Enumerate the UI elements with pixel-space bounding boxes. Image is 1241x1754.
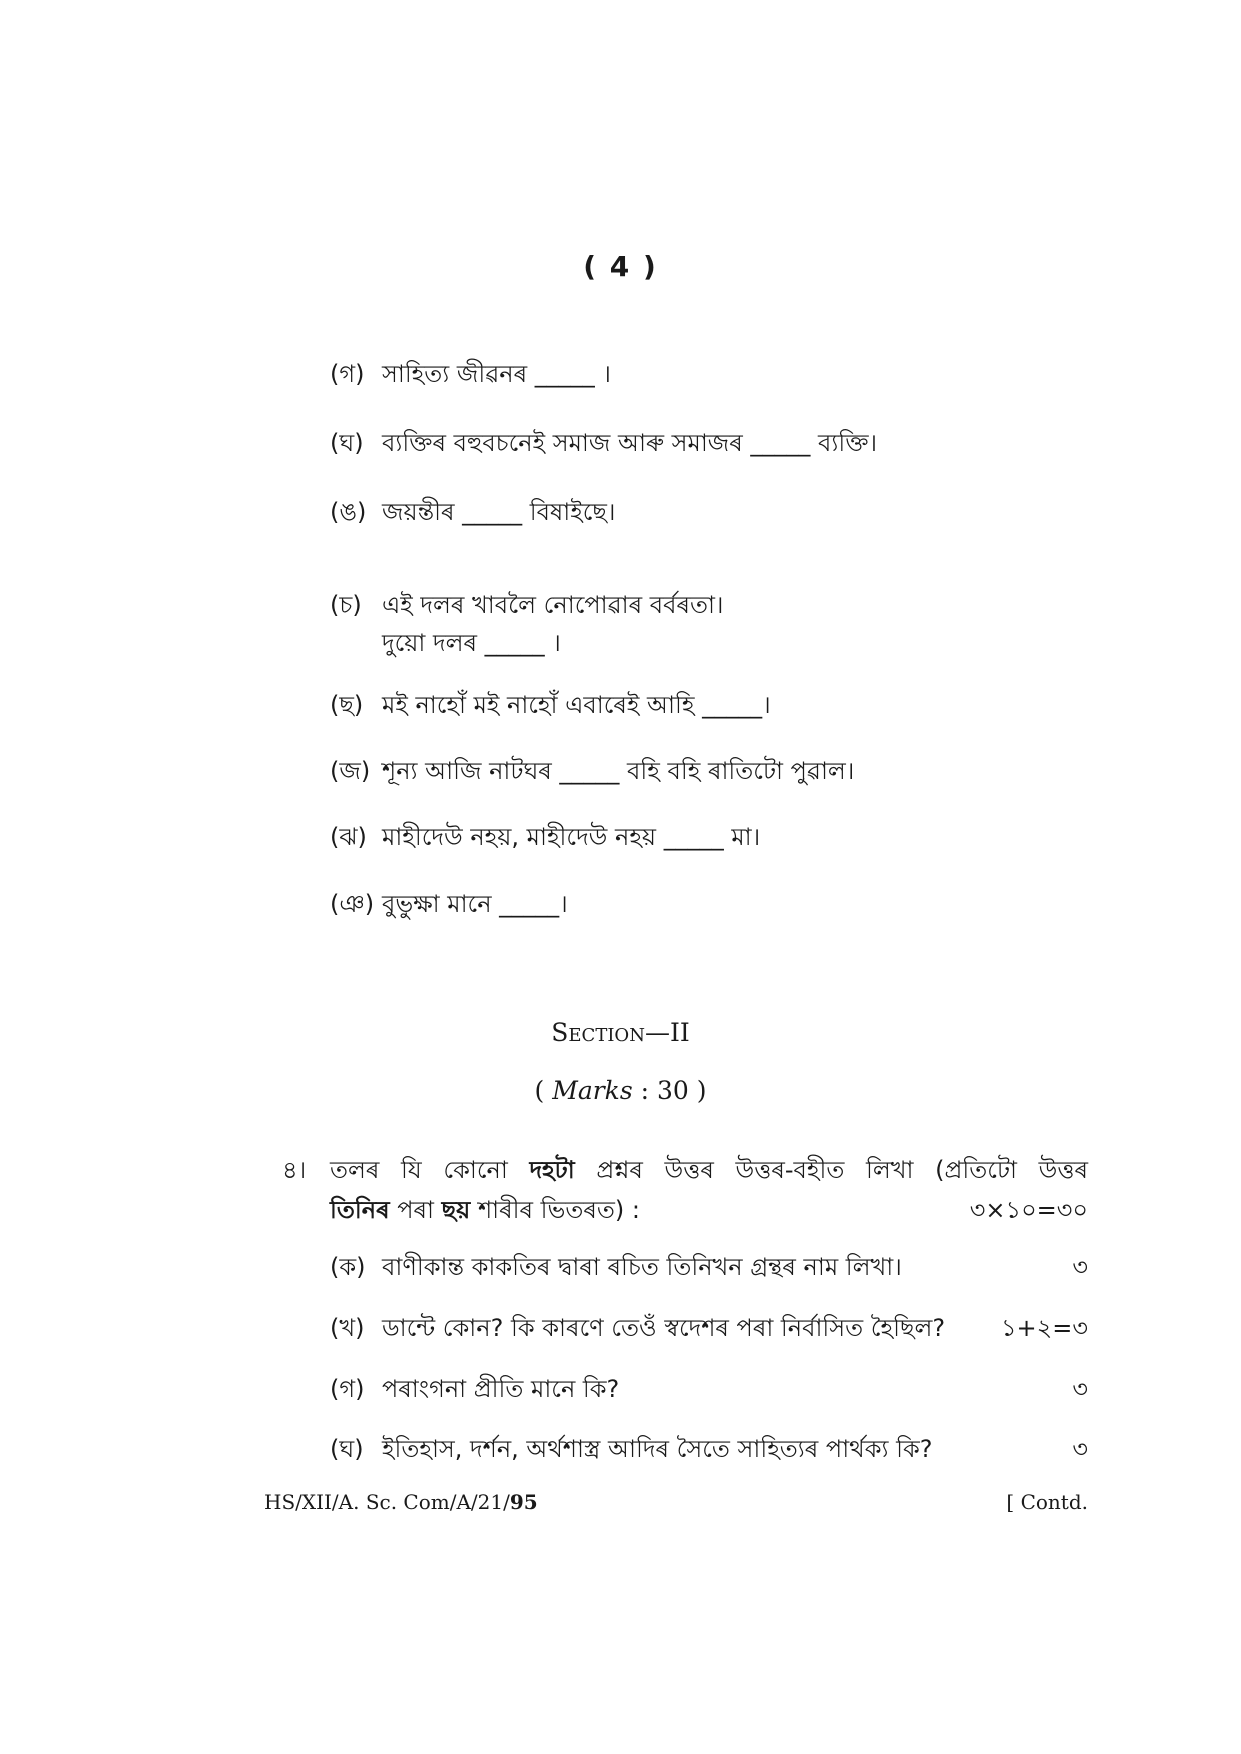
question-marks: ৩×১০=৩০ bbox=[969, 1196, 1088, 1224]
fill-blank-cha bbox=[330, 586, 724, 662]
item-text: শূন্য আজি নাটঘৰ _____ বহি বহি ৰাতিটো পুৱাল। bbox=[382, 757, 855, 785]
question-number: ৪। bbox=[282, 1156, 307, 1184]
section-marks bbox=[0, 1076, 1241, 1105]
item-text: বুভুক্ষা মানে _____। bbox=[382, 890, 568, 918]
item-text: এই দলৰ খাবলৈ নোপোৱাৰ বৰ্বৰতা। bbox=[382, 591, 724, 619]
word-rest: শাৰীৰ ভিতৰত) : bbox=[470, 1196, 640, 1224]
item-text: মই নাহোঁ মই নাহোঁ এবাৰেই আহি _____। bbox=[382, 691, 771, 719]
marks-label: Marks bbox=[552, 1076, 633, 1105]
paper-code-number: 95 bbox=[509, 1490, 538, 1514]
item-label: (ঞ) bbox=[330, 890, 375, 918]
fill-blank-jha bbox=[330, 818, 760, 856]
question-text-a: তলৰ যি কোনো bbox=[330, 1156, 530, 1184]
word-pora: পৰা bbox=[389, 1196, 442, 1224]
item-label: (ঙ) bbox=[330, 498, 367, 526]
item-text: বাণীকান্ত কাকতিৰ দ্বাৰা ৰচিত তিনিখন গ্ৰন্থৰ নাম লিখা। bbox=[382, 1253, 902, 1281]
section-title-text: Section—II bbox=[551, 1018, 690, 1047]
sub-question-kha bbox=[330, 1309, 1088, 1347]
fill-blank-nya bbox=[330, 885, 568, 923]
question-instruction bbox=[330, 1190, 640, 1230]
item-text: পৰাংগনা প্ৰীতি মানে কি? bbox=[382, 1375, 620, 1403]
marks-open: ( bbox=[534, 1076, 553, 1105]
item-text: জয়ন্তীৰ _____ বিষাইছে। bbox=[382, 498, 616, 526]
question-text-line2 bbox=[330, 1190, 1088, 1230]
question-text bbox=[330, 1150, 1088, 1190]
word-tinir: তিনিৰ bbox=[330, 1196, 390, 1224]
item-marks: ৩ bbox=[1072, 1253, 1088, 1281]
fill-blank-nga bbox=[330, 493, 615, 531]
sub-question-ga bbox=[330, 1370, 1088, 1408]
item-marks: ৩ bbox=[1072, 1435, 1088, 1463]
item-label: (ঘ) bbox=[330, 429, 364, 457]
paper-code-prefix: HS/XII/A. Sc. Com/A/21/ bbox=[264, 1490, 510, 1514]
sub-question-gha bbox=[330, 1430, 1088, 1468]
item-text: ডান্টে কোন? কি কাৰণে তেওঁ স্বদেশৰ পৰা নিৰ্বাসিত হৈছিল? bbox=[382, 1314, 946, 1342]
sub-question-ka bbox=[330, 1248, 1088, 1286]
question-4 bbox=[282, 1150, 1088, 1230]
fill-blank-ga bbox=[330, 355, 611, 393]
item-marks: ৩ bbox=[1072, 1375, 1088, 1403]
item-text: ব্যক্তিৰ বহুবচনেই সমাজ আৰু সমাজৰ _____ ব্যক্তি। bbox=[382, 429, 878, 457]
item-label: (ঝ) bbox=[330, 823, 367, 851]
item-marks: ১+২=৩ bbox=[1000, 1314, 1088, 1342]
word-chhoy: ছয় bbox=[441, 1196, 471, 1224]
item-label: (গ) bbox=[330, 360, 365, 388]
item-text: মাহীদেউ নহয়, মাহীদেউ নহয় _____ মা। bbox=[382, 823, 761, 851]
item-label: (ক) bbox=[330, 1253, 366, 1281]
item-label: (চ) bbox=[330, 591, 362, 619]
item-label: (গ) bbox=[330, 1375, 365, 1403]
marks-value: : 30 ) bbox=[632, 1076, 707, 1105]
section-title bbox=[0, 1018, 1241, 1047]
fill-blank-gha bbox=[330, 424, 877, 462]
item-text: ইতিহাস, দৰ্শন, অৰ্থশাস্ত্ৰ আদিৰ সৈতে সাহিত্যৰ পাৰ্থক্য কি? bbox=[382, 1435, 933, 1463]
question-text-b: দহটা bbox=[529, 1156, 575, 1184]
page-number: ( 4 ) bbox=[583, 250, 658, 283]
question-text-c: প্ৰশ্নৰ উত্তৰ উত্তৰ-বহীত লিখা (প্ৰতিটো উত্তৰ bbox=[574, 1156, 1088, 1184]
fill-blank-chha bbox=[330, 686, 771, 724]
item-text-continued: দুয়ো দলৰ _____ । bbox=[382, 629, 561, 657]
fill-blank-ja bbox=[330, 752, 854, 790]
item-label: (ছ) bbox=[330, 691, 364, 719]
item-label: (ঘ) bbox=[330, 1435, 364, 1463]
item-label: (খ) bbox=[330, 1314, 365, 1342]
footer bbox=[264, 1490, 1088, 1514]
paper-code bbox=[264, 1490, 538, 1514]
item-text: সাহিত্য জীৱনৰ _____ । bbox=[382, 360, 611, 388]
item-label: (জ) bbox=[330, 757, 371, 785]
contd-label: [ Contd. bbox=[1006, 1490, 1088, 1514]
